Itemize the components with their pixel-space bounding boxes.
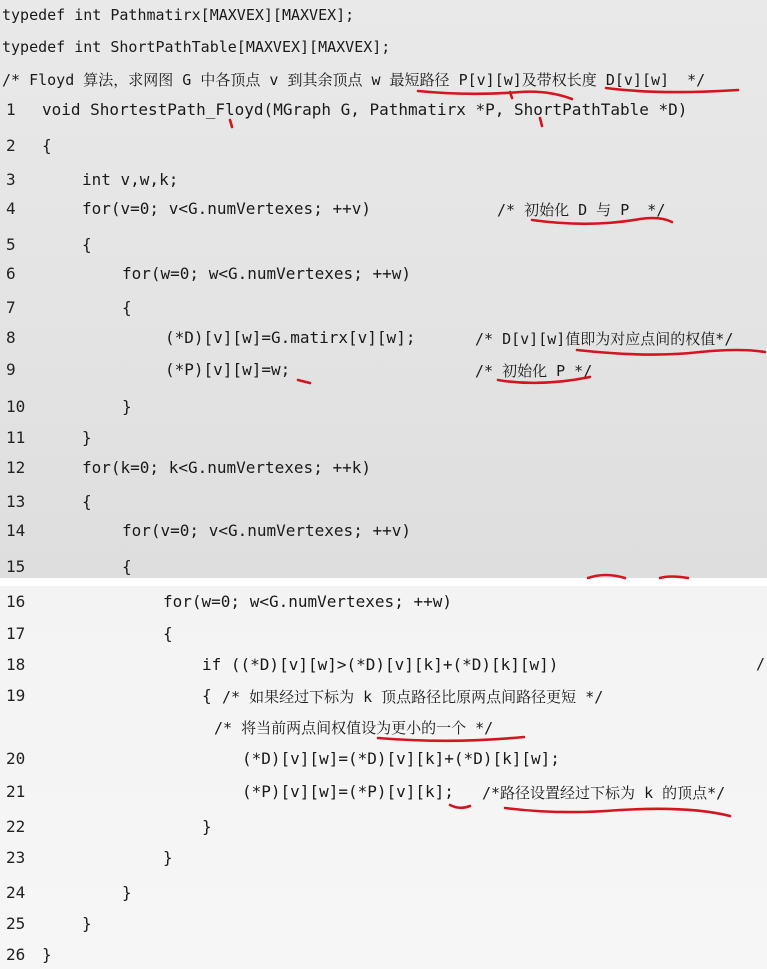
code-line: (*P)[v][w]=(*P)[v][k]; [242,782,454,801]
line-number: 21 [6,782,26,801]
floyd-header-comment: /* Floyd 算法，求网图 G 中各顶点 v 到其余顶点 w 最短路径 P[v][w]及带权长度 D[v][w] */ [2,71,706,89]
line-number: 11 [6,428,26,447]
line-number: 20 [6,749,26,768]
line-number: 17 [6,624,26,643]
code-line: } [82,428,92,447]
code-line: (*P)[v][w]=w; [165,360,291,379]
code-comment: /* 将当前两点间权值设为更小的一个 */ [214,719,494,737]
code-line: { [202,686,212,705]
line-number: 19 [6,686,26,705]
line-number: 12 [6,458,26,477]
code-line: { [42,136,52,155]
code-line: for(w=0; w<G.numVertexes; ++w) [122,264,411,283]
code-line: } [82,914,92,933]
typedef-shortpathtable: typedef int ShortPathTable[MAXVEX][MAXVEX]; [2,38,391,56]
line-number: 6 [6,264,16,283]
code-comment: /*路径设置经过下标为 k 的顶点*/ [482,784,726,802]
code-line: { [163,624,173,643]
code-line: } [122,397,132,416]
line-number: 7 [6,298,16,317]
function-signature: void ShortestPath_Floyd(MGraph G, Pathmatirx *P, ShortPathTable *D) [42,100,688,119]
code-line: for(v=0; v<G.numVertexes; ++v) [82,199,371,218]
code-line: { [82,235,92,254]
line-number: 22 [6,817,26,836]
line-number: 26 [6,945,26,964]
code-line: for(w=0; w<G.numVertexes; ++w) [163,592,452,611]
line-number: 5 [6,235,16,254]
code-comment: / [756,655,766,673]
line-number: 2 [6,136,16,155]
code-line: } [163,848,173,867]
code-comment: /* 如果经过下标为 k 顶点路径比原两点间路径更短 */ [222,688,604,706]
code-comment: /* 初始化 P */ [475,362,593,380]
scan-seam [0,578,767,586]
line-number: 24 [6,883,26,902]
line-number: 14 [6,521,26,540]
code-line: (*D)[v][w]=G.matirx[v][w]; [165,328,416,347]
code-line: (*D)[v][w]=(*D)[v][k]+(*D)[k][w]; [242,749,560,768]
code-line: } [202,817,212,836]
code-line: } [122,883,132,902]
line-number: 3 [6,170,16,189]
code-line: { [122,557,132,576]
code-line: int v,w,k; [82,170,179,189]
code-line: for(v=0; v<G.numVertexes; ++v) [122,521,411,540]
line-number: 23 [6,848,26,867]
line-number: 15 [6,557,26,576]
code-line: if ((*D)[v][w]>(*D)[v][k]+(*D)[k][w]) [202,655,559,674]
line-number: 10 [6,397,26,416]
line-number: 25 [6,914,26,933]
code-line: } [42,945,52,964]
line-number: 4 [6,199,16,218]
line-number: 1 [6,100,16,119]
code-line: for(k=0; k<G.numVertexes; ++k) [82,458,371,477]
line-number: 8 [6,328,16,347]
typedef-pathmatirx: typedef int Pathmatirx[MAXVEX][MAXVEX]; [2,6,355,24]
line-number: 13 [6,492,26,511]
code-comment: /* 初始化 D 与 P */ [497,201,666,219]
code-comment: /* D[v][w]值即为对应点间的权值*/ [475,330,734,348]
line-number: 16 [6,592,26,611]
code-line: { [122,298,132,317]
line-number: 9 [6,360,16,379]
line-number: 18 [6,655,26,674]
code-listing-bottom [0,586,767,969]
code-line: { [82,492,92,511]
